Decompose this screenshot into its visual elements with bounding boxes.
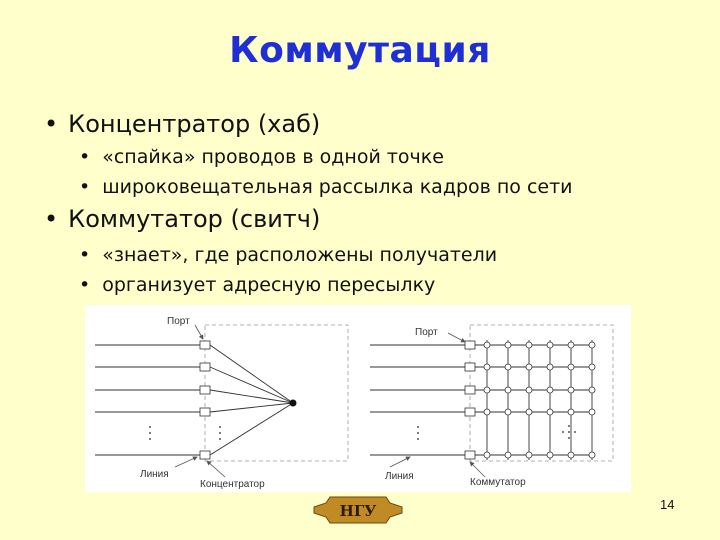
diagram-svg [85,305,631,492]
sub-bullet-hub-2 [79,176,573,198]
switch-line-label: Линия [385,471,414,482]
hub-ellipsis [149,426,221,440]
bullet-icon: • [79,244,91,266]
switch-caption: Коммутатор [470,477,526,488]
bullet-icon: • [79,176,91,198]
bullet-switch-text: Коммутатор (свитч) [68,205,321,233]
switch-crosspoints [484,342,595,458]
switch-port-label: Порт [415,327,438,338]
logo-text: НГУ [339,502,377,520]
bullet-icon: • [44,110,59,138]
hub-lines [95,345,293,455]
hub-caption: Концентратор [200,479,265,490]
bullet-icon: • [79,146,91,168]
hub-switch-diagram [85,305,631,492]
sub-bullet-switch-1 [79,244,497,266]
hub-line-label: Линия [140,469,169,480]
hub-port-label: Порт [167,316,190,327]
sub-bullet-text: организует адресную пересылку [102,274,436,296]
switch-diagram [370,325,613,488]
switch-grid [475,340,595,460]
bullet-icon: • [79,274,91,296]
sub-bullet-text: «знает», где расположены получатели [102,244,498,266]
university-logo [312,495,404,525]
bullet-hub [44,110,320,138]
bullet-icon: • [44,205,59,233]
hub-diagram [95,316,348,490]
sub-bullet-text: широковещательная рассылка кадров по сети [102,176,573,198]
page-number: 14 [660,497,675,512]
sub-bullet-hub-1 [79,146,444,168]
sub-bullet-text: «спайка» проводов в одной точке [102,146,444,168]
bullet-hub-text: Концентратор (хаб) [68,110,321,138]
hub-junction-point [290,400,297,407]
sub-bullet-switch-2 [79,274,435,296]
bullet-switch [44,205,320,233]
slide-title: Коммутация [229,30,491,71]
switch-ellipsis [417,425,576,440]
